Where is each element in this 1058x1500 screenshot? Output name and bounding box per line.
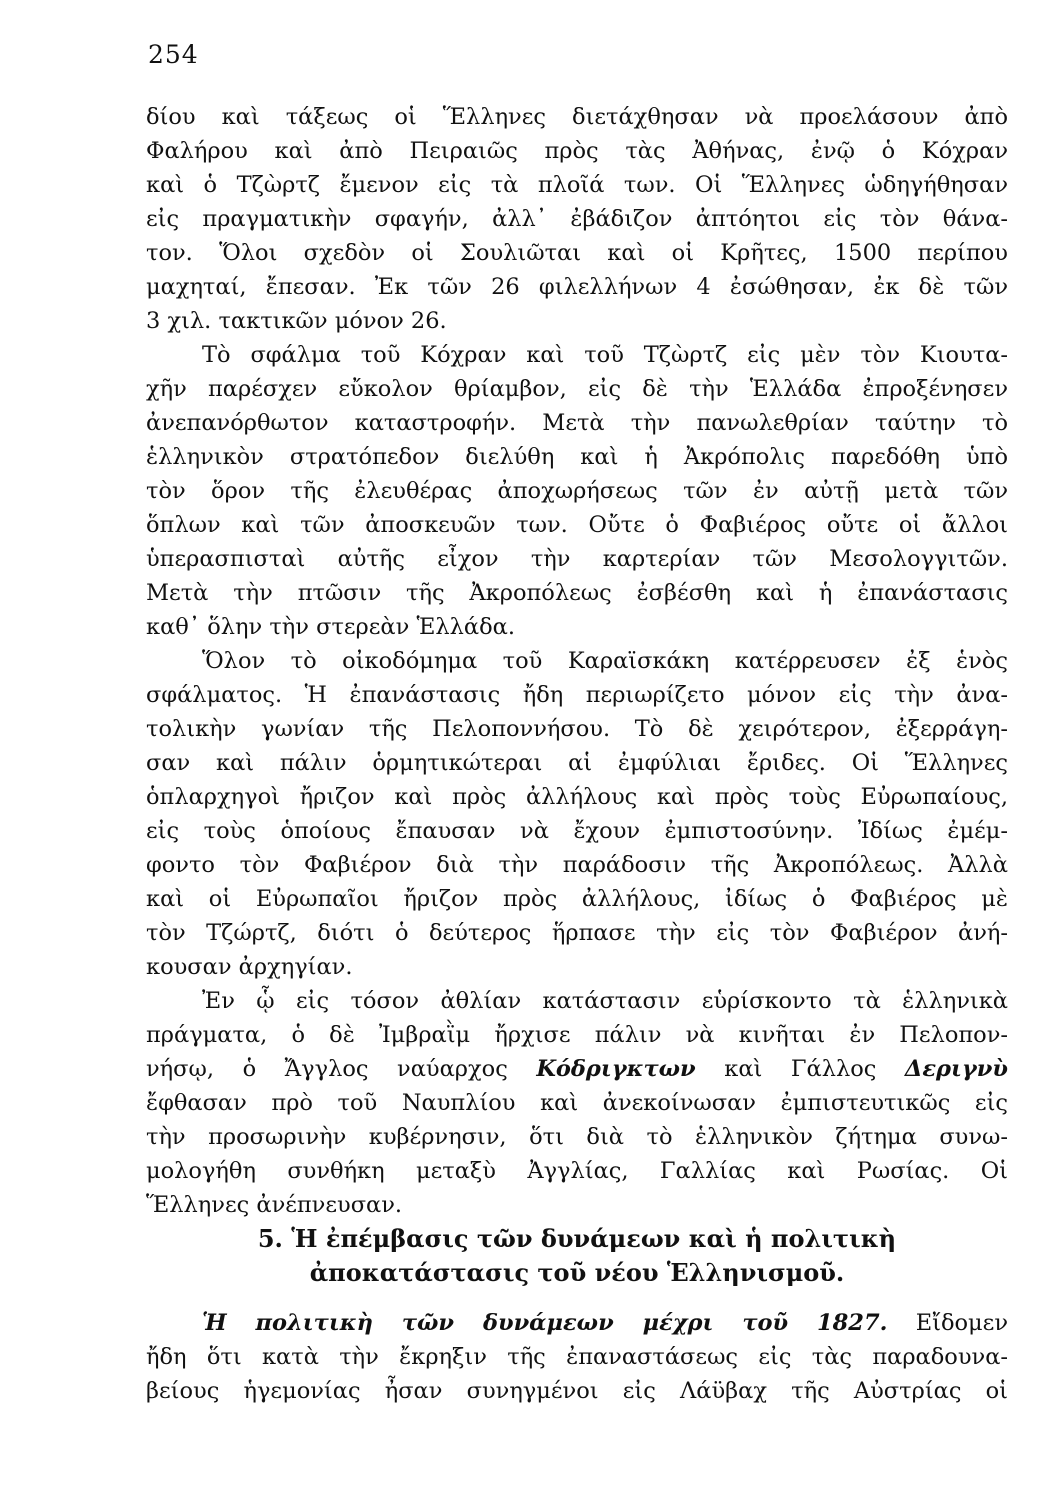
text-line: φοντο τὸν Φαβιέρον διὰ τὴν παράδοσιν τῆς Ἀκροπόλεως. Ἀλλὰ bbox=[146, 852, 1008, 878]
text-line: ὁπλαρχηγοὶ ἤριζον καὶ πρὸς ἀλλήλους καὶ πρὸς τοὺς Εὐρωπαίους, bbox=[146, 784, 1008, 810]
text-segment: καὶ Γάλλος bbox=[724, 1056, 877, 1082]
subsection-title: Ἡ πολιτικὴ τῶν δυνάμεων μέχρι τοῦ 1827. bbox=[202, 1310, 888, 1336]
text-segment: νήσῳ, ὁ Ἄγγλος ναύαρχος bbox=[146, 1056, 508, 1082]
text-line: Ὅλον τὸ οἰκοδόμημα τοῦ Καραϊσκάκη κατέρρευσεν ἐξ ἑνὸς bbox=[202, 648, 1008, 674]
text-line: τὸν Τζώρτζ, διότι ὁ δεύτερος ἥρπασε τὴν εἰς τὸν Φαβιέρον ἀνή- bbox=[146, 920, 1008, 946]
text-line bbox=[146, 1052, 1008, 1086]
text-line: Ἕλληνες ἀνέπνευσαν. bbox=[146, 1192, 403, 1218]
text-line: σφάλματος. Ἡ ἐπανάστασις ἤδη περιωρίζετο μόνον εἰς τὴν ἀνα- bbox=[146, 682, 1008, 708]
text-line bbox=[146, 1306, 1008, 1340]
text-line: ἀνεπανόρθωτον καταστροφήν. Μετὰ τὴν πανωλεθρίαν ταύτην τὸ bbox=[146, 410, 1008, 436]
text-line: τὸν ὅρον τῆς ἐλευθέρας ἀποχωρήσεως τῶν ἐν αὐτῇ μετὰ τῶν bbox=[146, 478, 1008, 504]
text-line: Ἐν ᾧ εἰς τόσον ἀθλίαν κατάστασιν εὑρίσκοντο τὰ ἑλληνικὰ bbox=[202, 988, 1008, 1014]
text-line: καὶ ὁ Τζὼρτζ ἔμενον εἰς τὰ πλοῖά των. Οἱ Ἕλληνες ὡδηγήθησαν bbox=[146, 172, 1008, 198]
paragraph-5 bbox=[146, 1306, 1008, 1408]
heading-line: ἀποκατάστασις τοῦ νέου Ἑλληνισμοῦ. bbox=[309, 1258, 845, 1287]
section-heading bbox=[146, 1222, 1008, 1290]
text-line: ὅπλων καὶ τῶν ἀποσκευῶν των. Οὔτε ὁ Φαβιέρος οὔτε οἱ ἄλλοι bbox=[146, 512, 1008, 538]
text-line: 3 χιλ. τακτικῶν μόνον 26. bbox=[146, 308, 447, 334]
page-number: 254 bbox=[148, 40, 199, 69]
text-line: τὴν προσωρινὴν κυβέρνησιν, ὅτι διὰ τὸ ἑλληνικὸν ζήτημα συνω- bbox=[146, 1124, 1008, 1150]
paragraph-3 bbox=[146, 644, 1008, 984]
person-name: Κόδριγκτων bbox=[536, 1056, 696, 1082]
text-line: σαν καὶ πάλιν ὁρμητικώτεραι αἱ ἐμφύλιαι ἔριδες. Οἱ Ἕλληνες bbox=[146, 750, 1008, 776]
paragraph-1 bbox=[146, 100, 1008, 338]
paragraph-2 bbox=[146, 338, 1008, 644]
text-line: χῆν παρέσχεν εὔκολον θρίαμβον, εἰς δὲ τὴν Ἑλλάδα ἐπροξένησεν bbox=[146, 376, 1008, 402]
text-line: ἑλληνικὸν στρατόπεδον διελύθη καὶ ἡ Ἀκρόπολις παρεδόθη ὑπὸ bbox=[146, 444, 1008, 470]
text-line: μαχηταί, ἔπεσαν. Ἐκ τῶν 26 φιλελλήνων 4 ἐσώθησαν, ἐκ δὲ τῶν bbox=[146, 274, 1008, 300]
text-line: εἰς πραγματικὴν σφαγήν, ἀλλ᾿ ἐβάδιζον ἀπτόητοι εἰς τὸν θάνα- bbox=[146, 206, 1008, 232]
text-line: ἔφθασαν πρὸ τοῦ Ναυπλίου καὶ ἀνεκοίνωσαν ἐμπιστευτικῶς εἰς bbox=[146, 1090, 1008, 1116]
text-line: τολικὴν γωνίαν τῆς Πελοποννήσου. Τὸ δὲ χειρότερον, ἐξερράγη- bbox=[146, 716, 1008, 742]
text-line: καὶ οἱ Εὐρωπαῖοι ἤριζον πρὸς ἀλλήλους, ἰδίως ὁ Φαβιέρος μὲ bbox=[146, 886, 1008, 912]
text-line: καθ᾿ ὅλην τὴν στερεὰν Ἑλλάδα. bbox=[146, 614, 515, 640]
text-line: ἤδη ὅτι κατὰ τὴν ἔκρηξιν τῆς ἐπαναστάσεως εἰς τὰς παραδουνα- bbox=[146, 1344, 1008, 1370]
text-line: πράγματα, ὁ δὲ Ἰμβραῒμ ἤρχισε πάλιν νὰ κινῆται ἐν Πελοπον- bbox=[146, 1022, 1008, 1048]
text-line: Φαλήρου καὶ ἀπὸ Πειραιῶς πρὸς τὰς Ἀθήνας, ἐνῷ ὁ Κόχραν bbox=[146, 138, 1008, 164]
text-line: τον. Ὅλοι σχεδὸν οἱ Σουλιῶται καὶ οἱ Κρῆτες, 1500 περίπου bbox=[146, 240, 1008, 266]
text-line: εἰς τοὺς ὁποίους ἔπαυσαν νὰ ἔχουν ἐμπιστοσύνην. Ἰδίως ἐμέμ- bbox=[146, 818, 1008, 844]
text-line: Τὸ σφάλμα τοῦ Κόχραν καὶ τοῦ Τζὼρτζ εἰς μὲν τὸν Κιουτα- bbox=[202, 342, 1008, 368]
text-line: Μετὰ τὴν πτῶσιν τῆς Ἀκροπόλεως ἐσβέσθη καὶ ἡ ἐπανάστασις bbox=[146, 580, 1008, 606]
person-name: Δεριγνὺ bbox=[904, 1056, 1008, 1082]
text-line: δίου καὶ τάξεως οἱ Ἕλληνες διετάχθησαν νὰ προελάσουν ἀπὸ bbox=[146, 104, 1008, 130]
text-line: μολογήθη συνθήκη μεταξὺ Ἀγγλίας, Γαλλίας καὶ Ρωσίας. Οἱ bbox=[146, 1158, 1008, 1184]
text-line: ὑπερασπισταὶ αὐτῆς εἶχον τὴν καρτερίαν τῶν Μεσολογγιτῶν. bbox=[146, 546, 1008, 572]
paragraph-4 bbox=[146, 984, 1008, 1222]
text-line: βείους ἡγεμονίας ἦσαν συνηγμένοι εἰς Λάϋβαχ τῆς Αὐστρίας οἱ bbox=[146, 1378, 1008, 1404]
text-line: κουσαν ἀρχηγίαν. bbox=[146, 954, 353, 980]
heading-line: 5. Ἡ ἐπέμβασις τῶν δυνάμεων καὶ ἡ πολιτικὴ bbox=[257, 1224, 897, 1253]
text-segment: Εἴδομεν bbox=[915, 1310, 1009, 1336]
